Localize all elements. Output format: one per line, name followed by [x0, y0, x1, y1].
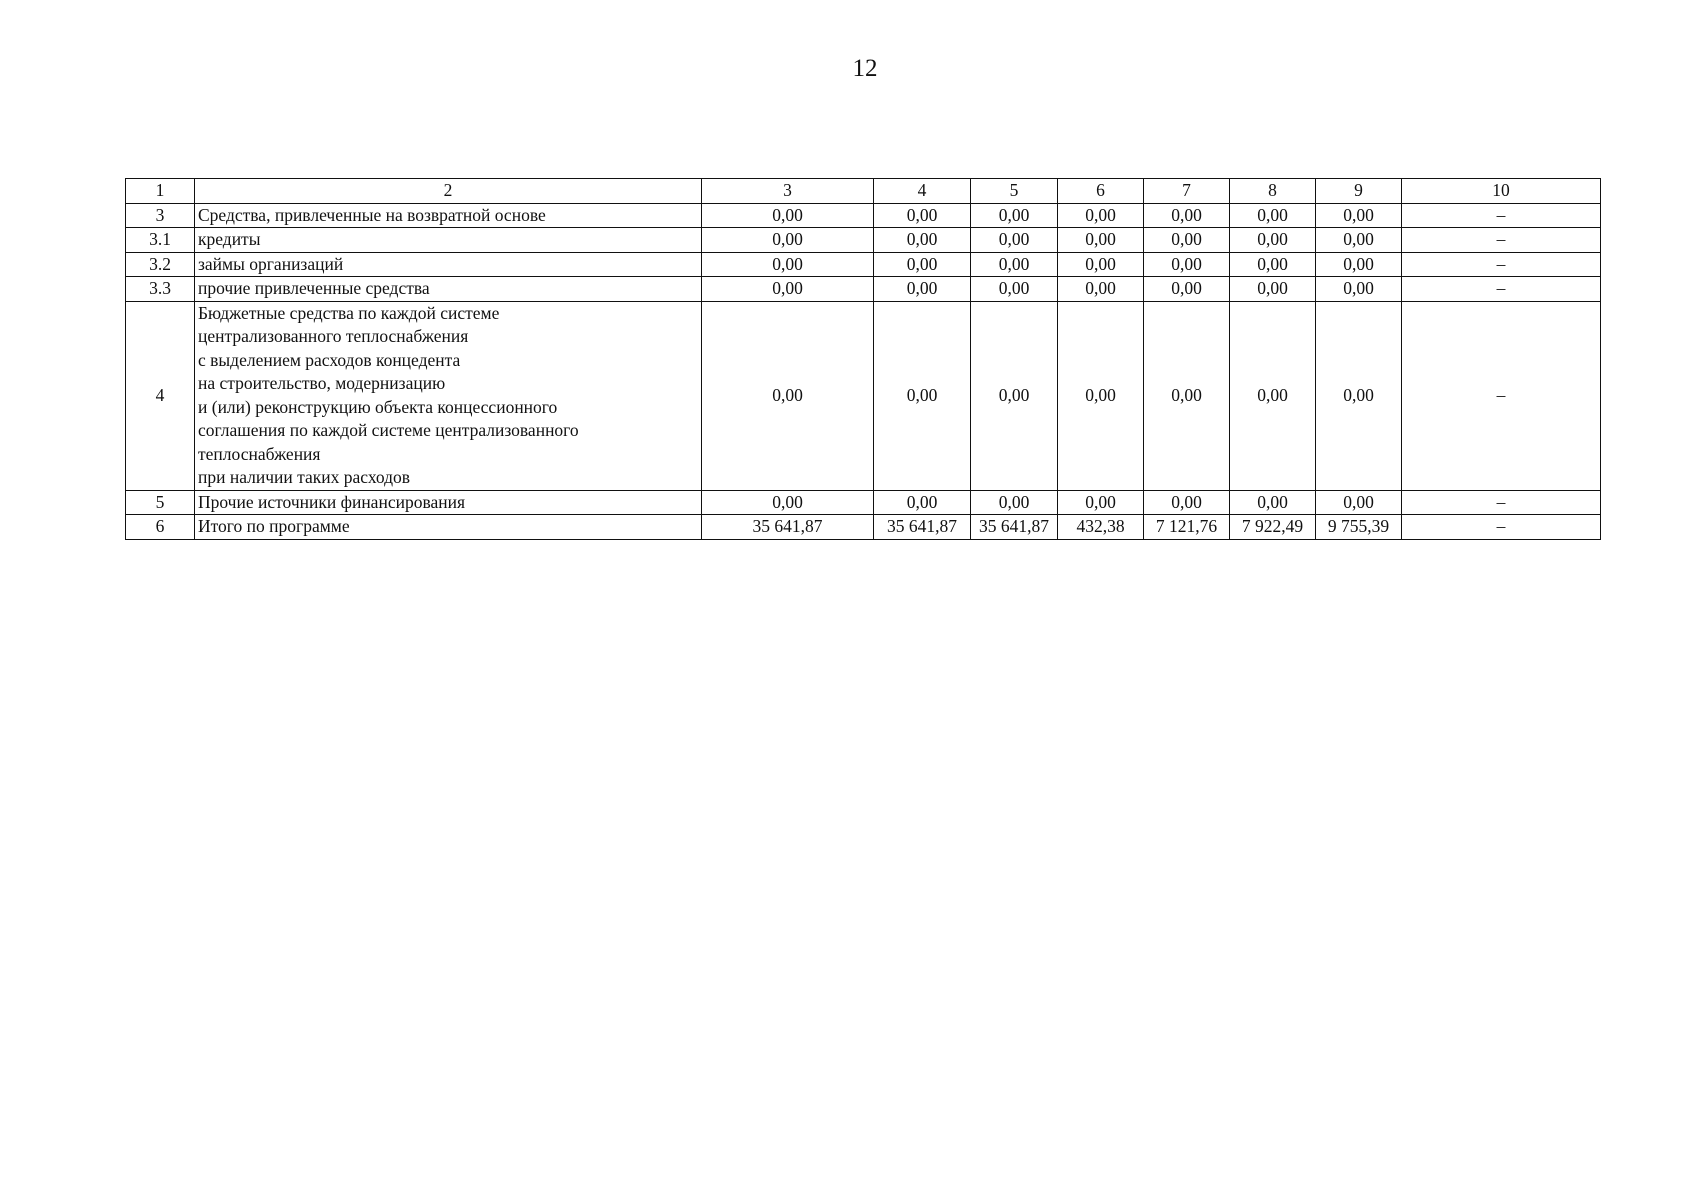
value-cell: 0,00 [971, 490, 1058, 515]
value-cell: 35 641,87 [702, 515, 874, 540]
row-number: 4 [126, 301, 195, 490]
header-cell: 4 [874, 179, 971, 204]
row-name-line: теплоснабжения [198, 443, 321, 464]
header-cell: 10 [1402, 179, 1601, 204]
table-row-total [126, 515, 1601, 540]
row-name: Средства, привлеченные на возвратной основе [195, 203, 702, 228]
value-cell: 9 755,39 [1316, 515, 1402, 540]
note-cell: – [1402, 490, 1601, 515]
row-name-line: при наличии таких расходов [198, 467, 411, 487]
value-cell: 0,00 [1230, 252, 1316, 277]
value-cell: 0,00 [1230, 277, 1316, 302]
value-cell: 0,00 [1316, 203, 1402, 228]
value-cell: 432,38 [1058, 515, 1144, 540]
value-cell: 0,00 [1058, 203, 1144, 228]
page-number: 12 [852, 55, 878, 82]
value-cell: 0,00 [702, 252, 874, 277]
row-name-line: с выделением расходов концедента [198, 349, 461, 370]
row-name: Итого по программе [195, 515, 702, 540]
value-cell: 0,00 [971, 228, 1058, 253]
value-cell: 0,00 [971, 301, 1058, 490]
value-cell: 0,00 [874, 301, 971, 490]
value-cell: 0,00 [702, 228, 874, 253]
value-cell: 0,00 [971, 277, 1058, 302]
value-cell: 0,00 [971, 203, 1058, 228]
note-cell: – [1402, 515, 1601, 540]
table-row [126, 490, 1601, 515]
row-number: 3 [126, 203, 195, 228]
row-name-line: и (или) реконструкцию объекта концессионного [198, 396, 558, 417]
value-cell: 7 121,76 [1144, 515, 1230, 540]
value-cell: 0,00 [1316, 277, 1402, 302]
table-row [126, 252, 1601, 277]
row-number: 5 [126, 490, 195, 515]
table-header-row [126, 179, 1601, 204]
value-cell: 0,00 [874, 277, 971, 302]
table-row [126, 301, 1601, 490]
note-cell: – [1402, 203, 1601, 228]
row-number: 3.2 [126, 252, 195, 277]
row-name [195, 301, 702, 490]
row-name: прочие привлеченные средства [195, 277, 702, 302]
financing-table [125, 178, 1601, 540]
note-cell: – [1402, 301, 1601, 490]
row-name-line: на строительство, модернизацию [198, 373, 446, 393]
value-cell: 35 641,87 [971, 515, 1058, 540]
table-row [126, 228, 1601, 253]
row-name-line: соглашения по каждой системе централизованного [198, 420, 579, 440]
value-cell: 0,00 [1144, 277, 1230, 302]
value-cell: 0,00 [874, 490, 971, 515]
value-cell: 0,00 [702, 203, 874, 228]
row-name-line: Бюджетные средства по каждой системе [198, 302, 500, 323]
header-cell: 9 [1316, 179, 1402, 204]
header-cell: 2 [195, 179, 702, 204]
header-cell: 1 [126, 179, 195, 204]
value-cell: 0,00 [1144, 228, 1230, 253]
value-cell: 0,00 [1316, 301, 1402, 490]
value-cell: 35 641,87 [874, 515, 971, 540]
row-name: Прочие источники финансирования [195, 490, 702, 515]
table-row [126, 203, 1601, 228]
header-cell: 8 [1230, 179, 1316, 204]
value-cell: 0,00 [1058, 490, 1144, 515]
value-cell: 0,00 [874, 228, 971, 253]
note-cell: – [1402, 228, 1601, 253]
value-cell: 0,00 [1316, 490, 1402, 515]
value-cell: 0,00 [1316, 252, 1402, 277]
header-cell: 5 [971, 179, 1058, 204]
value-cell: 0,00 [702, 301, 874, 490]
row-name: кредиты [195, 228, 702, 253]
row-number: 3.3 [126, 277, 195, 302]
header-cell: 7 [1144, 179, 1230, 204]
value-cell: 0,00 [1144, 301, 1230, 490]
row-number: 3.1 [126, 228, 195, 253]
value-cell: 0,00 [1058, 228, 1144, 253]
row-number: 6 [126, 515, 195, 540]
header-cell: 6 [1058, 179, 1144, 204]
value-cell: 0,00 [971, 252, 1058, 277]
value-cell: 0,00 [1230, 228, 1316, 253]
value-cell: 0,00 [1058, 277, 1144, 302]
value-cell: 0,00 [1144, 252, 1230, 277]
value-cell: 0,00 [874, 252, 971, 277]
row-name: займы организаций [195, 252, 702, 277]
note-cell: – [1402, 252, 1601, 277]
value-cell: 0,00 [1316, 228, 1402, 253]
value-cell: 0,00 [1144, 490, 1230, 515]
value-cell: 0,00 [1144, 203, 1230, 228]
value-cell: 0,00 [1058, 252, 1144, 277]
value-cell: 0,00 [1230, 301, 1316, 490]
value-cell: 0,00 [702, 490, 874, 515]
row-name-line: централизованного теплоснабжения [198, 326, 469, 346]
value-cell: 7 922,49 [1230, 515, 1316, 540]
value-cell: 0,00 [1230, 203, 1316, 228]
value-cell: 0,00 [1058, 301, 1144, 490]
table-row [126, 277, 1601, 302]
value-cell: 0,00 [1230, 490, 1316, 515]
value-cell: 0,00 [702, 277, 874, 302]
header-cell: 3 [702, 179, 874, 204]
note-cell: – [1402, 277, 1601, 302]
value-cell: 0,00 [874, 203, 971, 228]
